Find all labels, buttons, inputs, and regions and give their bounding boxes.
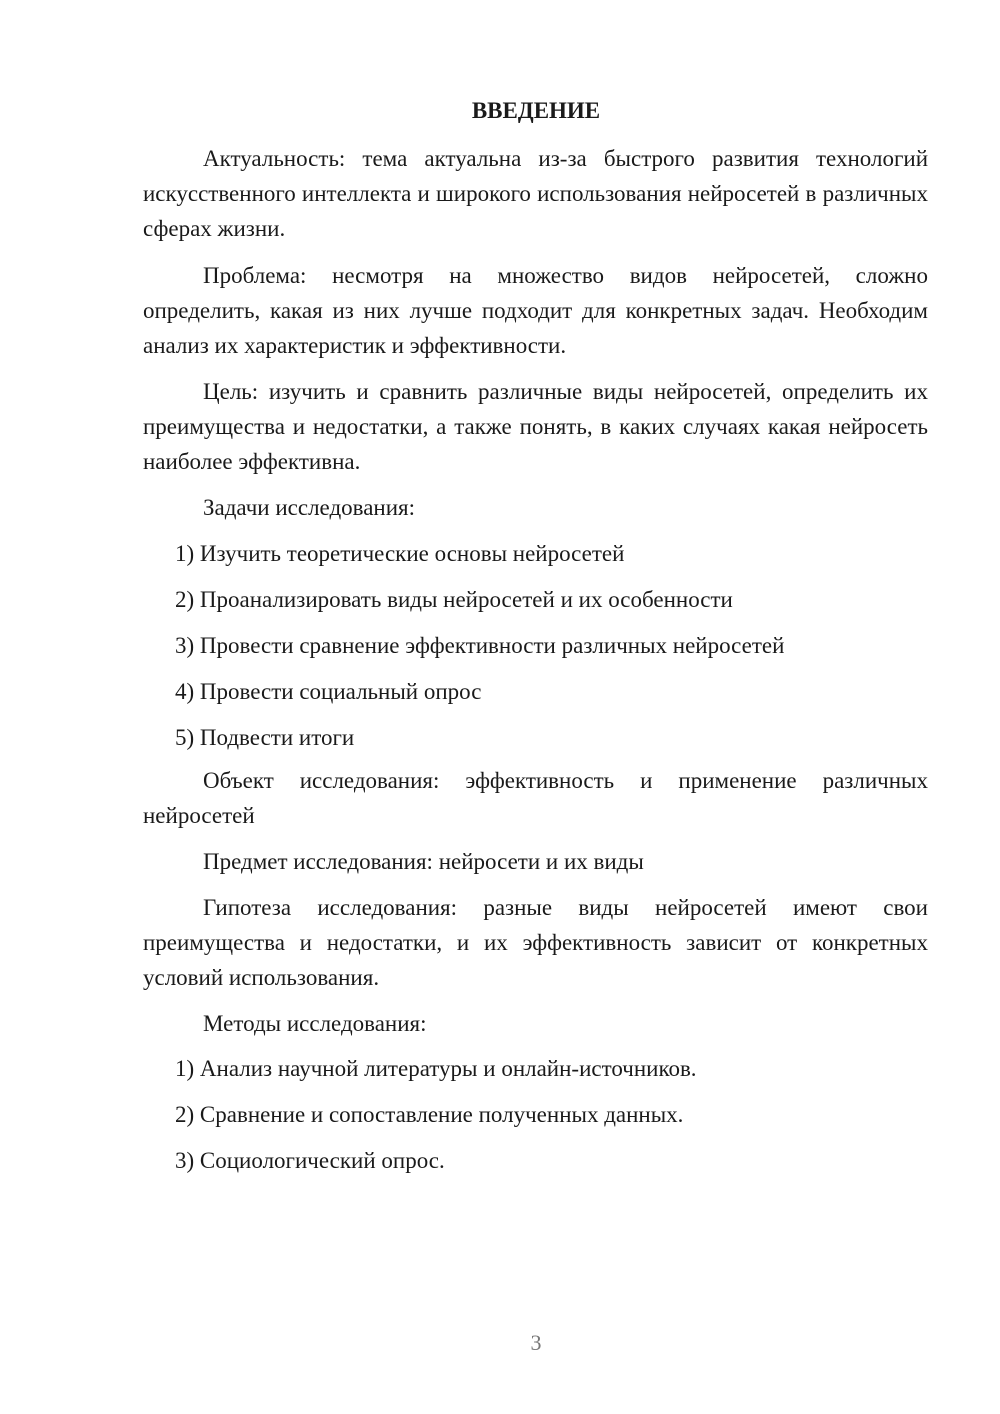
tasks-list: [143, 536, 928, 755]
object-block: [143, 763, 928, 833]
goal-block: [143, 374, 928, 479]
methods-list: [143, 1051, 928, 1178]
relevance-paragraph: Актуальность: тема актуальна из-за быстрого развития технологий искусственного интеллекта и широкого использования нейросетей в различных сферах жизни.: [143, 146, 928, 241]
goal-paragraph: Цель: изучить и сравнить различные виды нейросетей, определить их преимущества и недостатки, а также понять, в каких случаях какая нейросеть наиболее эффективна.: [143, 379, 928, 474]
list-item: 5) Подвести итоги: [175, 725, 355, 750]
object-paragraph: Объект исследования: эффективность и применение различных нейросетей: [143, 768, 928, 828]
page-number: 3: [530, 1330, 542, 1355]
list-item: 2) Сравнение и сопоставление полученных данных.: [175, 1102, 684, 1127]
problem-block: [143, 258, 928, 363]
hypothesis-paragraph: Гипотеза исследования: разные виды нейросетей имеют свои преимущества и недостатки, и их эффективность зависит от конкретных условий использования.: [143, 895, 928, 990]
hypothesis-block: [143, 890, 928, 995]
methods-heading: Методы исследования:: [203, 1011, 427, 1036]
subject-paragraph: Предмет исследования: нейросети и их виды: [203, 849, 644, 874]
list-item: 1) Изучить теоретические основы нейросетей: [175, 541, 625, 566]
list-item: 3) Провести сравнение эффективности различных нейросетей: [175, 633, 785, 658]
list-item: 4) Провести социальный опрос: [175, 679, 482, 704]
list-item: 1) Анализ научной литературы и онлайн-источников.: [175, 1056, 697, 1081]
list-item: 3) Социологический опрос.: [175, 1148, 445, 1173]
page-title: ВВЕДЕНИЕ: [471, 98, 601, 123]
list-item: 2) Проанализировать виды нейросетей и их особенности: [175, 587, 733, 612]
problem-paragraph: Проблема: несмотря на множество видов нейросетей, сложно определить, какая из них лучше подходит для конкретных задач. Необходим анализ их характеристик и эффективности.: [143, 263, 928, 358]
tasks-heading: Задачи исследования:: [203, 495, 416, 520]
methods-heading-block: [143, 1006, 928, 1041]
relevance-block: [143, 141, 928, 246]
tasks-heading-block: [143, 490, 928, 525]
subject-block: [143, 844, 928, 879]
